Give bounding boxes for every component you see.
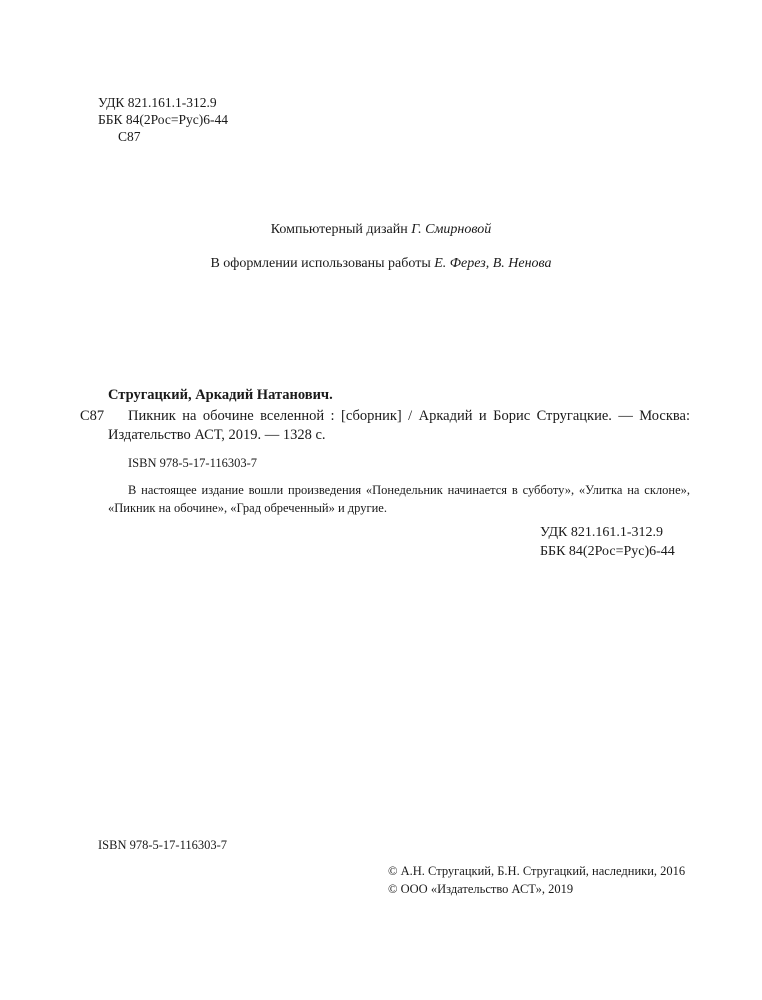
entry-bbk: ББК 84(2Рос=Рус)6-44: [540, 544, 675, 559]
cover-credit-names: Е. Ферез, В. Ненова: [434, 256, 552, 271]
design-credit-name: Г. Смирновой: [411, 222, 492, 237]
entry-description: Пикник на обочине вселенной : [сборник] / Аркадий и Борис Стругацкие. — Москва: Издательство АСТ, 2019. — 1328 с.: [108, 408, 690, 443]
entry-row: [80, 407, 690, 445]
footer-isbn: ISBN 978-5-17-116303-7: [98, 838, 228, 852]
bbk-code: ББК 84(2Рос=Рус)6-44: [98, 112, 228, 127]
bibliographic-record: [80, 386, 690, 561]
cutter-code: С87: [118, 129, 141, 144]
cover-credit-label: В оформлении использованы работы: [210, 256, 431, 271]
copyright-block: [388, 862, 685, 898]
cover-credit: [0, 256, 762, 272]
copyright-authors: © А.Н. Стругацкий, Б.Н. Стругацкий, наследники, 2016: [388, 864, 686, 878]
entry-cutter: С87: [80, 408, 105, 424]
design-credit: [0, 222, 762, 238]
entry-classification: [108, 523, 690, 561]
copyright-publisher: © ООО «Издательство АСТ», 2019: [388, 882, 574, 896]
annotation: В настоящее издание вошли произведения «Понедельник начинается в субботу», «Улитка на склоне», «Пикник на обочине», «Град обреченный» и другие.: [108, 483, 690, 515]
author-heading: Стругацкий, Аркадий Натанович.: [108, 387, 333, 403]
udk-code: УДК 821.161.1-312.9: [98, 95, 217, 110]
entry-udk: УДК 821.161.1-312.9: [540, 525, 664, 540]
entry-isbn: ISBN 978-5-17-116303-7: [128, 456, 258, 470]
classification-block: [98, 94, 228, 145]
design-credit-label: Компьютерный дизайн: [270, 222, 408, 237]
